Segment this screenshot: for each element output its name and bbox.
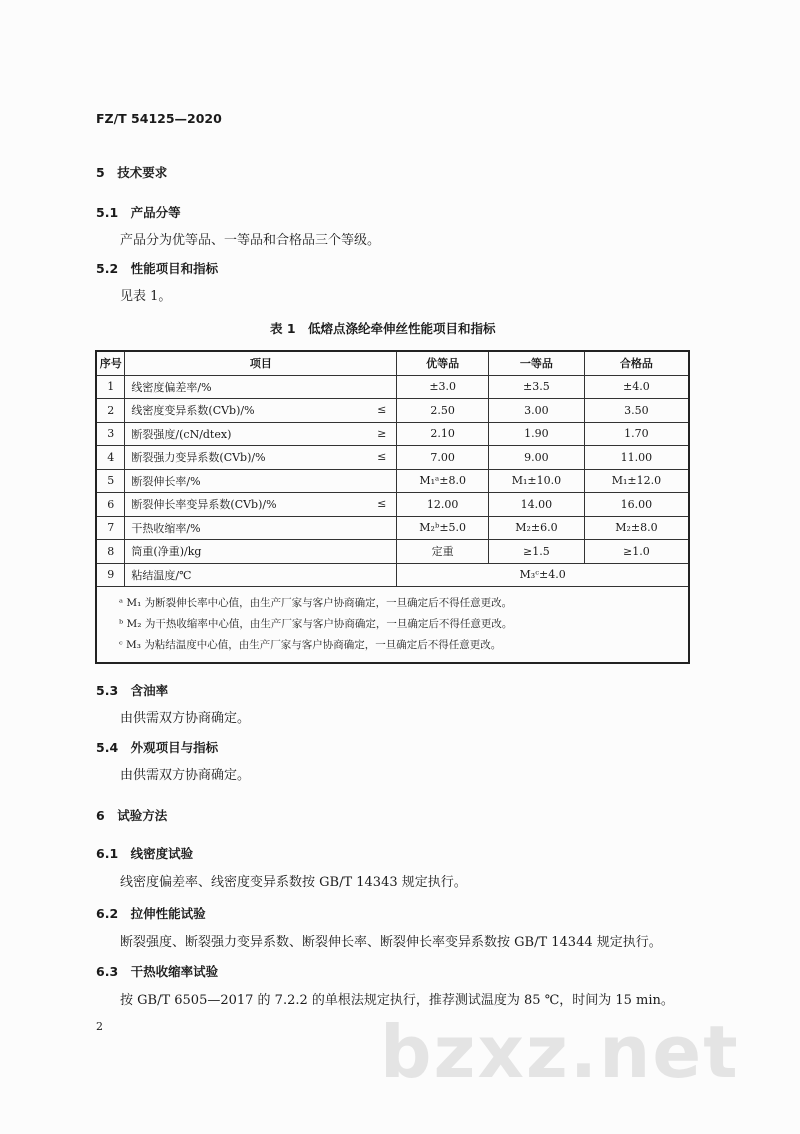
grade-value: 2.10 bbox=[397, 422, 489, 446]
footnote-c: ᶜ M₃ 为粘结温度中心值，由生产厂家与客户协商确定，一旦确定后不得任意更改。 bbox=[119, 639, 502, 651]
footnote-b: ᵇ M₂ 为干热收缩率中心值，由生产厂家与客户协商确定，一旦确定后不得任意更改。 bbox=[119, 618, 513, 630]
heading-6-3: 6.3 干热收缩率试验 bbox=[96, 964, 219, 979]
table-row bbox=[96, 375, 689, 399]
grade-value: 1.70 bbox=[584, 422, 689, 446]
heading-6-1: 6.1 线密度试验 bbox=[96, 846, 194, 861]
item-name: 断裂强力变异系数(CVb)/% bbox=[131, 451, 266, 465]
col-header: 优等品 bbox=[397, 351, 489, 375]
row-number: 8 bbox=[96, 540, 125, 564]
item-name: 线密度偏差率/% bbox=[131, 380, 212, 394]
merged-value: M₃ᶜ±4.0 bbox=[397, 563, 689, 587]
table-row bbox=[96, 516, 689, 540]
table-row bbox=[96, 422, 689, 446]
grade-value: 7.00 bbox=[397, 446, 489, 470]
table-header-row bbox=[96, 351, 689, 375]
grade-value: M₂ᵇ±5.0 bbox=[397, 516, 489, 540]
page-number: 2 bbox=[96, 1020, 103, 1033]
grade-value: 14.00 bbox=[489, 493, 585, 517]
row-number: 7 bbox=[96, 516, 125, 540]
table-row bbox=[96, 563, 689, 587]
item-name: 筒重(净重)/kg bbox=[131, 545, 202, 559]
row-number: 6 bbox=[96, 493, 125, 517]
text-6-1: 线密度偏差率、线密度变异系数按 GB/T 14343 规定执行。 bbox=[120, 875, 467, 890]
table-title: 表 1 低熔点涤纶牵伸丝性能项目和指标 bbox=[270, 321, 496, 336]
standard-number: FZ/T 54125—2020 bbox=[96, 111, 222, 126]
performance-table bbox=[95, 350, 690, 664]
grade-value: M₁±10.0 bbox=[489, 469, 585, 493]
item-name: 断裂强度/(cN/dtex) bbox=[131, 427, 232, 441]
text-6-2: 断裂强度、断裂强力变异系数、断裂伸长率、断裂伸长率变异系数按 GB/T 14344 规定执行。 bbox=[120, 935, 662, 950]
item-cell bbox=[125, 469, 397, 493]
item-name: 粘结温度/℃ bbox=[131, 568, 192, 582]
grade-value: 9.00 bbox=[489, 446, 585, 470]
grade-value: ≥1.5 bbox=[489, 540, 585, 564]
heading-5-4: 5.4 外观项目与指标 bbox=[96, 740, 219, 755]
row-number: 3 bbox=[96, 422, 125, 446]
grade-value: M₂±8.0 bbox=[584, 516, 689, 540]
relation-symbol: ≤ bbox=[377, 450, 387, 463]
row-number: 2 bbox=[96, 399, 125, 423]
item-cell bbox=[125, 563, 397, 587]
relation-symbol: ≤ bbox=[377, 403, 387, 416]
text-5-1: 产品分为优等品、一等品和合格品三个等级。 bbox=[120, 233, 381, 248]
item-name: 线密度变异系数(CVb)/% bbox=[131, 404, 255, 418]
grade-value: 3.50 bbox=[584, 399, 689, 423]
grade-value: 1.90 bbox=[489, 422, 585, 446]
grade-value: ≥1.0 bbox=[584, 540, 689, 564]
text-5-3: 由供需双方协商确定。 bbox=[120, 711, 251, 726]
table-row bbox=[96, 469, 689, 493]
heading-5: 5 技术要求 bbox=[96, 165, 168, 180]
row-number: 1 bbox=[96, 375, 125, 399]
grade-value: M₁ᵃ±8.0 bbox=[397, 469, 489, 493]
heading-6-2: 6.2 拉伸性能试验 bbox=[96, 906, 206, 921]
col-header: 一等品 bbox=[489, 351, 585, 375]
item-cell bbox=[125, 399, 397, 423]
item-cell bbox=[125, 540, 397, 564]
grade-value: ±3.5 bbox=[489, 375, 585, 399]
heading-5-2: 5.2 性能项目和指标 bbox=[96, 261, 219, 276]
item-name: 断裂伸长率变异系数(CVb)/% bbox=[131, 498, 277, 512]
text-5-2: 见表 1。 bbox=[120, 289, 172, 304]
notes-row bbox=[96, 587, 689, 664]
grade-value: 16.00 bbox=[584, 493, 689, 517]
table-row bbox=[96, 493, 689, 517]
text-5-4: 由供需双方协商确定。 bbox=[120, 768, 251, 783]
item-cell bbox=[125, 422, 397, 446]
footnote-a: ᵃ M₁ 为断裂伸长率中心值，由生产厂家与客户协商确定，一旦确定后不得任意更改。 bbox=[119, 597, 513, 609]
table-row bbox=[96, 540, 689, 564]
table-row bbox=[96, 399, 689, 423]
table-row bbox=[96, 446, 689, 470]
grade-value: ±3.0 bbox=[397, 375, 489, 399]
text-6-3: 按 GB/T 6505—2017 的 7.2.2 的单根法规定执行，推荐测试温度为 85 ℃，时间为 15 min。 bbox=[120, 993, 674, 1008]
watermark: bzxz.net bbox=[380, 1010, 740, 1094]
col-header: 序号 bbox=[96, 351, 125, 375]
grade-value: M₂±6.0 bbox=[489, 516, 585, 540]
grade-value: 定重 bbox=[397, 540, 489, 564]
grade-value: M₁±12.0 bbox=[584, 469, 689, 493]
row-number: 4 bbox=[96, 446, 125, 470]
col-header: 项目 bbox=[125, 351, 397, 375]
item-cell bbox=[125, 493, 397, 517]
grade-value: 2.50 bbox=[397, 399, 489, 423]
relation-symbol: ≥ bbox=[377, 426, 387, 440]
grade-value: 3.00 bbox=[489, 399, 585, 423]
grade-value: ±4.0 bbox=[584, 375, 689, 399]
item-name: 断裂伸长率/% bbox=[131, 474, 201, 488]
item-cell bbox=[125, 516, 397, 540]
item-cell bbox=[125, 375, 397, 399]
heading-6: 6 试验方法 bbox=[96, 808, 168, 823]
heading-5-1: 5.1 产品分等 bbox=[96, 205, 181, 220]
item-cell bbox=[125, 446, 397, 470]
col-header: 合格品 bbox=[584, 351, 689, 375]
grade-value: 11.00 bbox=[584, 446, 689, 470]
row-number: 5 bbox=[96, 469, 125, 493]
heading-5-3: 5.3 含油率 bbox=[96, 683, 169, 698]
row-number: 9 bbox=[96, 563, 125, 587]
relation-symbol: ≤ bbox=[377, 497, 387, 510]
item-name: 干热收缩率/% bbox=[131, 521, 201, 535]
grade-value: 12.00 bbox=[397, 493, 489, 517]
